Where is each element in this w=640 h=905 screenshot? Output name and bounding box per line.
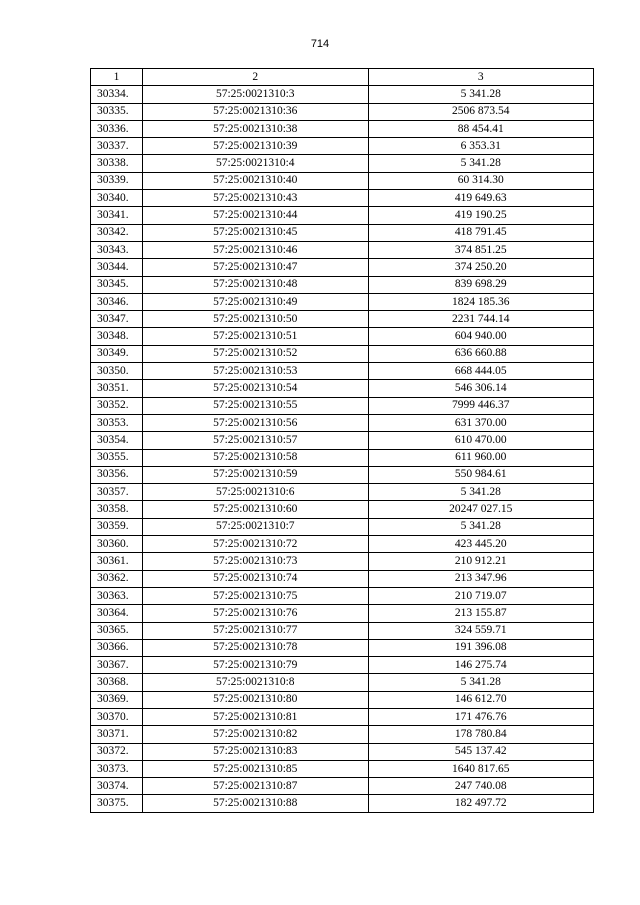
cadastral-number-cell: 57:25:0021310:36 <box>142 103 368 120</box>
value-cell: 213 347.96 <box>368 570 593 587</box>
table-row <box>91 259 594 276</box>
row-number-cell: 30338. <box>91 155 143 172</box>
row-number-cell: 30374. <box>91 778 143 795</box>
table-row <box>91 518 594 535</box>
cadastral-number-cell: 57:25:0021310:4 <box>142 155 368 172</box>
cadastral-number-cell: 57:25:0021310:80 <box>142 691 368 708</box>
value-cell: 545 137.42 <box>368 743 593 760</box>
value-cell: 247 740.08 <box>368 778 593 795</box>
row-number-cell: 30370. <box>91 708 143 725</box>
table-row <box>91 172 594 189</box>
value-cell: 2506 873.54 <box>368 103 593 120</box>
value-cell: 5 341.28 <box>368 155 593 172</box>
cadastral-number-cell: 57:25:0021310:55 <box>142 397 368 414</box>
cadastral-number-cell: 57:25:0021310:53 <box>142 363 368 380</box>
cadastral-number-cell: 57:25:0021310:76 <box>142 605 368 622</box>
row-number-cell: 30354. <box>91 432 143 449</box>
row-number-cell: 30345. <box>91 276 143 293</box>
table-row <box>91 224 594 241</box>
cadastral-number-cell: 57:25:0021310:47 <box>142 259 368 276</box>
row-number-cell: 30363. <box>91 587 143 604</box>
table-row <box>91 397 594 414</box>
cadastral-number-cell: 57:25:0021310:79 <box>142 657 368 674</box>
row-number-cell: 30364. <box>91 605 143 622</box>
table-body <box>91 86 594 812</box>
cadastral-number-cell: 57:25:0021310:82 <box>142 726 368 743</box>
table-row <box>91 484 594 501</box>
cadastral-number-cell: 57:25:0021310:77 <box>142 622 368 639</box>
page-number: 714 <box>310 38 330 50</box>
cadastral-number-cell: 57:25:0021310:46 <box>142 241 368 258</box>
cadastral-number-cell: 57:25:0021310:56 <box>142 414 368 431</box>
row-number-cell: 30361. <box>91 553 143 570</box>
cadastral-number-cell: 57:25:0021310:8 <box>142 674 368 691</box>
value-cell: 636 660.88 <box>368 345 593 362</box>
cadastral-number-cell: 57:25:0021310:57 <box>142 432 368 449</box>
row-number-cell: 30347. <box>91 311 143 328</box>
cadastral-number-cell: 57:25:0021310:51 <box>142 328 368 345</box>
cadastral-number-cell: 57:25:0021310:75 <box>142 587 368 604</box>
row-number-cell: 30344. <box>91 259 143 276</box>
row-number-cell: 30357. <box>91 484 143 501</box>
cadastral-number-cell: 57:25:0021310:60 <box>142 501 368 518</box>
cadastral-number-cell: 57:25:0021310:38 <box>142 120 368 137</box>
table-row <box>91 380 594 397</box>
row-number-cell: 30336. <box>91 120 143 137</box>
row-number-cell: 30358. <box>91 501 143 518</box>
table-row <box>91 432 594 449</box>
table-row <box>91 743 594 760</box>
row-number-cell: 30369. <box>91 691 143 708</box>
table-row <box>91 622 594 639</box>
column-header: 1 <box>91 69 143 86</box>
table-row <box>91 726 594 743</box>
row-number-cell: 30351. <box>91 380 143 397</box>
column-header: 2 <box>142 69 368 86</box>
row-number-cell: 30355. <box>91 449 143 466</box>
table-row <box>91 536 594 553</box>
row-number-cell: 30339. <box>91 172 143 189</box>
value-cell: 324 559.71 <box>368 622 593 639</box>
value-cell: 210 719.07 <box>368 587 593 604</box>
row-number-cell: 30366. <box>91 639 143 656</box>
cadastral-number-cell: 57:25:0021310:87 <box>142 778 368 795</box>
cadastral-number-cell: 57:25:0021310:81 <box>142 708 368 725</box>
value-cell: 423 445.20 <box>368 536 593 553</box>
table-row <box>91 674 594 691</box>
table-row <box>91 501 594 518</box>
table-row <box>91 795 594 812</box>
cadastral-number-cell: 57:25:0021310:52 <box>142 345 368 362</box>
value-cell: 839 698.29 <box>368 276 593 293</box>
cadastral-number-cell: 57:25:0021310:49 <box>142 293 368 310</box>
cadastral-number-cell: 57:25:0021310:7 <box>142 518 368 535</box>
cadastral-number-cell: 57:25:0021310:88 <box>142 795 368 812</box>
value-cell: 60 314.30 <box>368 172 593 189</box>
row-number-cell: 30340. <box>91 190 143 207</box>
cadastral-number-cell: 57:25:0021310:39 <box>142 138 368 155</box>
row-number-cell: 30368. <box>91 674 143 691</box>
value-cell: 88 454.41 <box>368 120 593 137</box>
row-number-cell: 30362. <box>91 570 143 587</box>
table-row <box>91 778 594 795</box>
row-number-cell: 30360. <box>91 536 143 553</box>
row-number-cell: 30367. <box>91 657 143 674</box>
row-number-cell: 30372. <box>91 743 143 760</box>
row-number-cell: 30335. <box>91 103 143 120</box>
value-cell: 5 341.28 <box>368 518 593 535</box>
table-row <box>91 553 594 570</box>
table-row <box>91 345 594 362</box>
table-row <box>91 708 594 725</box>
row-number-cell: 30375. <box>91 795 143 812</box>
table-row <box>91 241 594 258</box>
value-cell: 668 444.05 <box>368 363 593 380</box>
table-row <box>91 691 594 708</box>
value-cell: 7999 446.37 <box>368 397 593 414</box>
value-cell: 20247 027.15 <box>368 501 593 518</box>
value-cell: 1640 817.65 <box>368 760 593 777</box>
value-cell: 182 497.72 <box>368 795 593 812</box>
row-number-cell: 30349. <box>91 345 143 362</box>
value-cell: 374 250.20 <box>368 259 593 276</box>
row-number-cell: 30350. <box>91 363 143 380</box>
row-number-cell: 30343. <box>91 241 143 258</box>
cadastral-number-cell: 57:25:0021310:83 <box>142 743 368 760</box>
value-cell: 604 940.00 <box>368 328 593 345</box>
cadastral-number-cell: 57:25:0021310:54 <box>142 380 368 397</box>
row-number-cell: 30373. <box>91 760 143 777</box>
value-cell: 610 470.00 <box>368 432 593 449</box>
cadastral-table <box>90 68 594 813</box>
table-row <box>91 639 594 656</box>
cadastral-number-cell: 57:25:0021310:59 <box>142 466 368 483</box>
value-cell: 418 791.45 <box>368 224 593 241</box>
cadastral-number-cell: 57:25:0021310:43 <box>142 190 368 207</box>
value-cell: 191 396.08 <box>368 639 593 656</box>
value-cell: 6 353.31 <box>368 138 593 155</box>
table-row <box>91 587 594 604</box>
row-number-cell: 30334. <box>91 86 143 103</box>
row-number-cell: 30371. <box>91 726 143 743</box>
cadastral-number-cell: 57:25:0021310:85 <box>142 760 368 777</box>
cadastral-number-cell: 57:25:0021310:72 <box>142 536 368 553</box>
table-row <box>91 466 594 483</box>
table-row <box>91 449 594 466</box>
value-cell: 5 341.28 <box>368 674 593 691</box>
table-row <box>91 138 594 155</box>
table-row <box>91 760 594 777</box>
row-number-cell: 30353. <box>91 414 143 431</box>
cadastral-number-cell: 57:25:0021310:78 <box>142 639 368 656</box>
value-cell: 146 612.70 <box>368 691 593 708</box>
table-row <box>91 276 594 293</box>
value-cell: 171 476.76 <box>368 708 593 725</box>
value-cell: 146 275.74 <box>368 657 593 674</box>
cadastral-number-cell: 57:25:0021310:73 <box>142 553 368 570</box>
value-cell: 631 370.00 <box>368 414 593 431</box>
table-row <box>91 86 594 103</box>
cadastral-number-cell: 57:25:0021310:50 <box>142 311 368 328</box>
value-cell: 546 306.14 <box>368 380 593 397</box>
cadastral-number-cell: 57:25:0021310:48 <box>142 276 368 293</box>
table-row <box>91 190 594 207</box>
row-number-cell: 30341. <box>91 207 143 224</box>
table-row <box>91 120 594 137</box>
value-cell: 419 649.63 <box>368 190 593 207</box>
value-cell: 213 155.87 <box>368 605 593 622</box>
row-number-cell: 30348. <box>91 328 143 345</box>
table-row <box>91 328 594 345</box>
cadastral-number-cell: 57:25:0021310:3 <box>142 86 368 103</box>
value-cell: 550 984.61 <box>368 466 593 483</box>
table-row <box>91 293 594 310</box>
cadastral-number-cell: 57:25:0021310:74 <box>142 570 368 587</box>
value-cell: 1824 185.36 <box>368 293 593 310</box>
cadastral-number-cell: 57:25:0021310:45 <box>142 224 368 241</box>
row-number-cell: 30337. <box>91 138 143 155</box>
row-number-cell: 30356. <box>91 466 143 483</box>
table-row <box>91 207 594 224</box>
value-cell: 374 851.25 <box>368 241 593 258</box>
value-cell: 5 341.28 <box>368 484 593 501</box>
table-row <box>91 155 594 172</box>
cadastral-number-cell: 57:25:0021310:40 <box>142 172 368 189</box>
cadastral-number-cell: 57:25:0021310:44 <box>142 207 368 224</box>
cadastral-number-cell: 57:25:0021310:6 <box>142 484 368 501</box>
header-row <box>91 69 594 86</box>
table-row <box>91 570 594 587</box>
table-row <box>91 414 594 431</box>
value-cell: 2231 744.14 <box>368 311 593 328</box>
table-row <box>91 311 594 328</box>
table-row <box>91 657 594 674</box>
row-number-cell: 30352. <box>91 397 143 414</box>
value-cell: 5 341.28 <box>368 86 593 103</box>
table-row <box>91 605 594 622</box>
value-cell: 210 912.21 <box>368 553 593 570</box>
table-row <box>91 363 594 380</box>
row-number-cell: 30342. <box>91 224 143 241</box>
value-cell: 178 780.84 <box>368 726 593 743</box>
cadastral-number-cell: 57:25:0021310:58 <box>142 449 368 466</box>
row-number-cell: 30359. <box>91 518 143 535</box>
value-cell: 611 960.00 <box>368 449 593 466</box>
row-number-cell: 30365. <box>91 622 143 639</box>
row-number-cell: 30346. <box>91 293 143 310</box>
column-header: 3 <box>368 69 593 86</box>
table-row <box>91 103 594 120</box>
value-cell: 419 190.25 <box>368 207 593 224</box>
